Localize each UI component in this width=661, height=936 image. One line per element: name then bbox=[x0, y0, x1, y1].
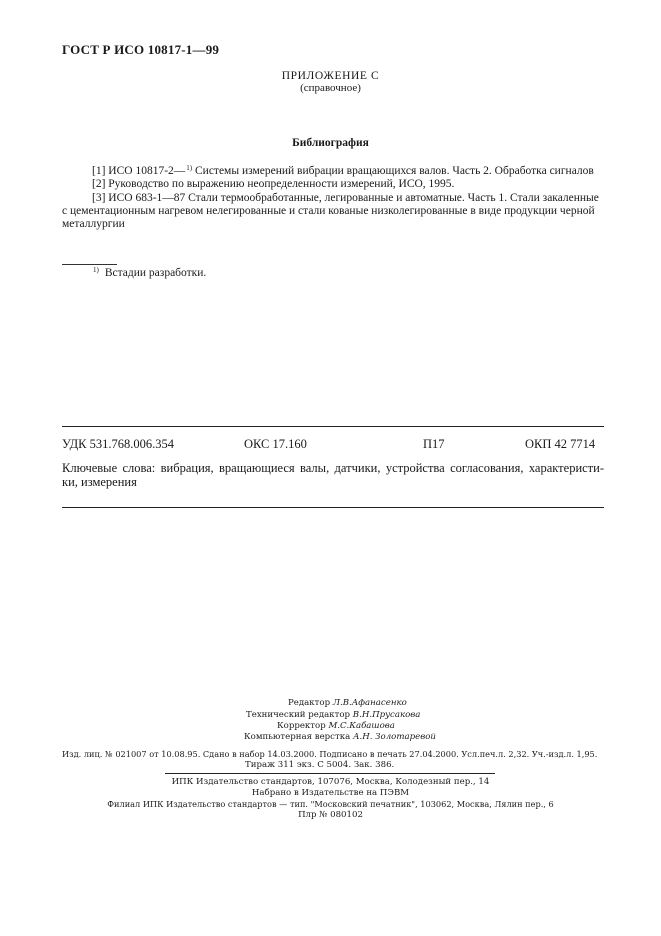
imprint-corrector bbox=[277, 721, 395, 731]
bibliography-ref-3-line-1: [3] ИСО 683-1—87 Стали термообработанные, легированные и автоматные. Часть 1. Стали закаленные bbox=[92, 192, 599, 204]
bibliography-ref-1 bbox=[92, 164, 594, 177]
imprint-layout bbox=[244, 732, 436, 742]
tech-editor-label: Технический редактор bbox=[246, 710, 351, 720]
editor-name: Л.В.Афанасенко bbox=[332, 698, 407, 708]
bibliography-ref-2: [2] Руководство по выражению неопределенности измерений, ИСО, 1995. bbox=[92, 178, 455, 190]
footnote-separator bbox=[62, 264, 117, 265]
imprint-publisher: ИПК Издательство стандартов, 107076, Москва, Колодезный пер., 14 bbox=[171, 777, 490, 787]
bibliography-ref-3-line-3: металлургии bbox=[62, 218, 125, 230]
imprint-plr: Плр № 080102 bbox=[298, 810, 363, 820]
appendix-title: ПРИЛОЖЕНИЕ С bbox=[281, 70, 380, 82]
imprint-rule bbox=[165, 773, 495, 774]
corrector-label: Корректор bbox=[277, 721, 326, 731]
oks-code: ОКС 17.160 bbox=[244, 437, 307, 451]
footnote bbox=[92, 266, 206, 279]
ref-1-text-end: Системы измерений вибрации вращающихся валов. Часть 2. Обработка сигналов bbox=[192, 165, 594, 177]
imprint-typeset: Набрано в Издательстве на ПЭВМ bbox=[251, 788, 410, 798]
okp-code: ОКП 42 7714 bbox=[525, 437, 596, 451]
layout-name: А.Н. Золотаревой bbox=[352, 732, 436, 742]
ref-1-footnote-mark: 1) bbox=[186, 164, 193, 172]
bibliography-ref-3-line-2: с цементационным нагревом нелегированные и стали кованые низколегированные в виде продукции черной bbox=[62, 205, 595, 217]
corrector-name: М.С.Кабашова bbox=[328, 721, 395, 731]
keywords bbox=[62, 461, 604, 489]
group-code: П17 bbox=[423, 437, 445, 451]
imprint-print-run: Тираж 311 экз. С 5004. Зак. 386. bbox=[245, 760, 395, 770]
keywords-line-1: Ключевые слова: вибрация, вращающиеся валы, датчики, устройства согласования, характеристи- bbox=[62, 461, 604, 475]
footnote-mark: 1) bbox=[93, 266, 99, 274]
classification-top-rule bbox=[62, 426, 604, 427]
udk-code: УДК 531.768.006.354 bbox=[62, 437, 174, 451]
bibliography-title: Библиография bbox=[292, 137, 369, 149]
footnote-text: Встадии разработки. bbox=[104, 267, 207, 279]
editor-label: Редактор bbox=[288, 698, 331, 708]
keywords-bottom-rule bbox=[62, 507, 604, 508]
imprint-license: Изд. лиц. № 021007 от 10.08.95. Сдано в набор 14.03.2000. Подписано в печать 27.04.2000. Усл.печ.л. 2,32. Уч.-изд.л. 1,95. bbox=[62, 749, 598, 759]
document-code-header: ГОСТ Р ИСО 10817-1—99 bbox=[62, 42, 220, 57]
imprint-editor bbox=[288, 698, 407, 708]
keywords-line-2: ки, измерения bbox=[62, 475, 137, 489]
appendix-subtitle: (справочное) bbox=[300, 82, 361, 94]
tech-editor-name: В.Н.Прусакова bbox=[352, 710, 421, 720]
ref-1-text-start: [1] ИСО 10817-2— bbox=[92, 165, 186, 177]
layout-label: Компьютерная верстка bbox=[244, 732, 351, 742]
imprint-branch: Филиал ИПК Издательство стандартов — тип. "Московский печатник", 103062, Москва, Лялин пер., 6 bbox=[107, 799, 554, 809]
imprint-tech-editor bbox=[246, 710, 420, 720]
